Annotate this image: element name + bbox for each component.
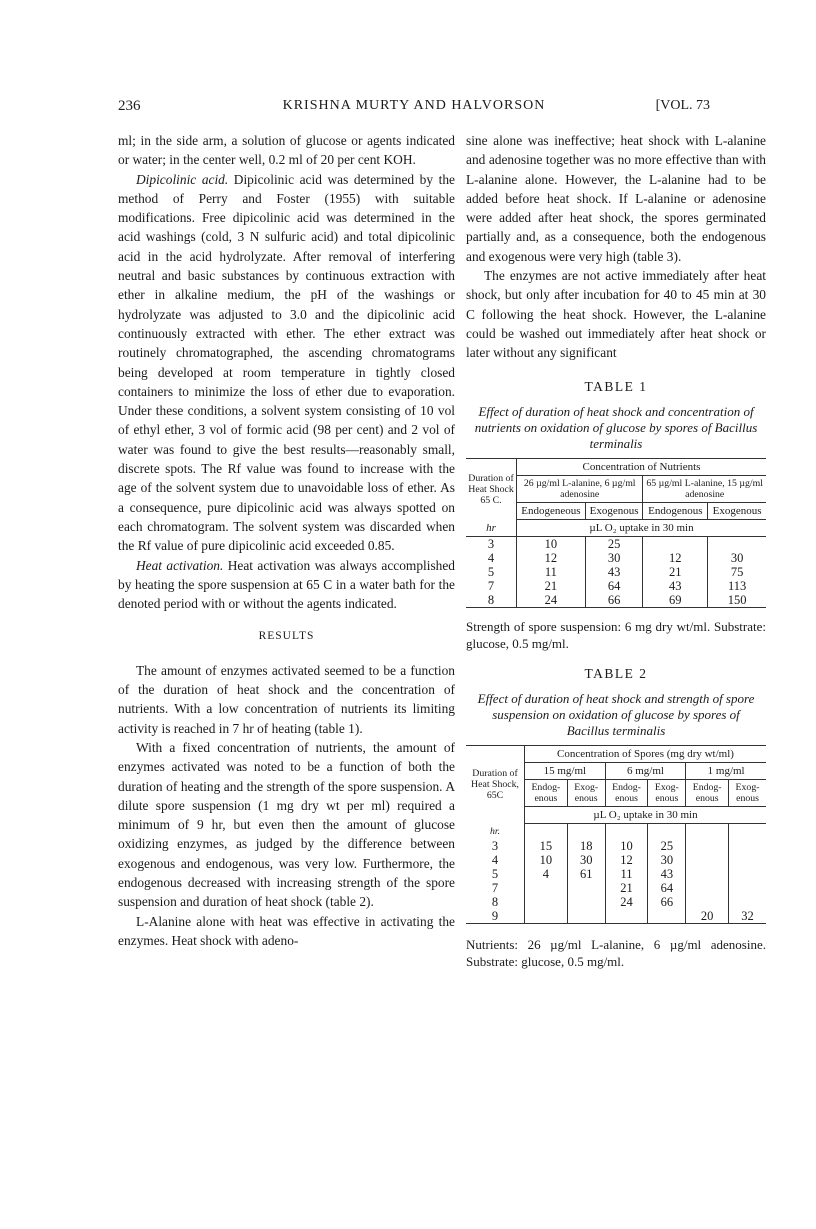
table2-sub-exo: Exog-enous	[648, 780, 686, 807]
table2-label: TABLE 2	[584, 665, 648, 681]
table-cell: 5	[491, 866, 499, 881]
table2-group-1: 1 mg/ml	[686, 763, 766, 780]
dipicolinic-text: Dipicolinic acid was determined by the method of Perry and Foster (1955) with suitable modifications. Free dipicolinic acid was determined in the acid washings (cold, 3 N sulfuric acid) and total dipicolinic acid in the acid hydrolyzate. After removal of interfering neutral and basic substances by continuous extraction with ether in alkaline medium, the pH of the washings or hydrolyzate was adjusted to 3.0 and the dipicolinic acid continuously extracted with ether. The ether extract was routinely chromatographed, the ascending chromatograms being developed at room temperature in tightly closed containers to minimize the loss of ether due to evaporation. Under these conditions, a solvent system consisting of 10 vol of ethyl ether, 3 vol of formic acid (98 per cent) and 2 vol of water was found to give the best results—reasonably small, discrete spots. The Rf value was found to increase with the age of the solvent system due to unavoidable loss of ether. As a consequence, pure dipicolinic acid was always spotted on each chromatogram. The solvent system was discarded when the Rf value of pure dipicolinic acid exceeded 0.85.	[118, 171, 455, 554]
table-cell: 24	[605, 895, 648, 909]
table1-label: TABLE 1	[584, 378, 648, 394]
table-cell: 66	[585, 593, 643, 608]
table-cell: 8	[466, 593, 517, 608]
table-cell	[729, 853, 766, 867]
table-cell	[729, 881, 766, 895]
table-cell: 4	[487, 550, 495, 565]
table-cell: 64	[648, 881, 686, 895]
table1-footnote: Strength of spore suspension: 6 mg dry wt/ml. Substrate: glucose, 0.5 mg/ml.	[466, 618, 766, 651]
table-cell: 30	[585, 551, 643, 565]
table-cell: 21	[605, 881, 648, 895]
paragraph-dipicolinic	[118, 170, 455, 556]
table2-group-15: 15 mg/ml	[525, 763, 606, 780]
table-cell	[567, 909, 605, 924]
table-cell	[686, 881, 729, 895]
table-cell	[605, 909, 648, 924]
table-cell: 64	[585, 579, 643, 593]
table1-sub-b1: Endogenous	[643, 502, 708, 519]
table-cell	[729, 895, 766, 909]
table-cell: 66	[648, 895, 686, 909]
table-cell: 11	[517, 565, 586, 579]
table1-row	[466, 579, 766, 593]
table-cell	[648, 909, 686, 924]
table2	[466, 745, 766, 924]
table-cell: 8	[491, 894, 499, 909]
table1-sub-a2: Exogenous	[585, 502, 643, 519]
table-cell	[729, 839, 766, 853]
table2-row	[466, 867, 766, 881]
running-header	[118, 98, 710, 118]
table-cell	[567, 881, 605, 895]
table2-footnote: Nutrients: 26 µg/ml L-alanine, 6 µg/ml adenosine. Substrate: glucose, 0.5 mg/ml.	[466, 936, 766, 969]
table-cell: 11	[605, 867, 648, 881]
table-cell: 12	[643, 551, 708, 565]
table-cell: 43	[648, 867, 686, 881]
table-cell: 21	[517, 579, 586, 593]
table2-row	[466, 853, 766, 867]
table2-group-header: Concentration of Spores (mg dry wt/ml)	[525, 746, 767, 763]
table-cell: 150	[708, 593, 766, 608]
table-cell: 12	[605, 853, 648, 867]
table-cell	[708, 536, 766, 551]
table2-group-6: 6 mg/ml	[605, 763, 686, 780]
table1-row	[466, 551, 766, 565]
table-cell: 4	[491, 852, 499, 867]
results-heading: RESULTS	[258, 630, 315, 643]
table-cell: 25	[648, 839, 686, 853]
table-cell	[686, 853, 729, 867]
paragraph-results-3	[118, 912, 455, 951]
dipicolinic-heading: Dipicolinic acid.	[136, 171, 229, 187]
paragraph-methods-end: ml; in the side arm, a solution of glucose or agents indicated or water; in the center well, 0.2 ml of 20 per cent KOH.	[118, 133, 455, 168]
table-cell: 5	[487, 564, 495, 579]
table-cell	[643, 536, 708, 551]
table1-unit-label: hr	[466, 519, 517, 536]
table-cell: 75	[708, 565, 766, 579]
table1-row-header: Duration of Heat Shock 65 C.	[466, 458, 517, 519]
l-prefix: L	[136, 913, 145, 929]
table-cell: 3	[491, 838, 499, 853]
table2-unit-label: hr.	[489, 825, 501, 837]
table1-row	[466, 593, 766, 608]
table-cell: 30	[567, 853, 605, 867]
table-cell: 21	[643, 565, 708, 579]
table1	[466, 458, 766, 608]
table1-sub-a1: Endogeneous	[517, 502, 586, 519]
paragraph-heat-activation	[118, 556, 455, 614]
table1-body	[466, 536, 766, 607]
table2-body	[466, 839, 766, 924]
volume-label: [VOL. 73	[655, 98, 710, 113]
table2-row-header: Duration of Heat Shock, 65C	[466, 746, 525, 824]
table-cell	[686, 895, 729, 909]
running-title: KRISHNA MURTY AND HALVORSON	[282, 98, 546, 113]
table2-sub-exo: Exog-enous	[729, 780, 766, 807]
table-cell: 30	[648, 853, 686, 867]
table-cell: 20	[686, 909, 729, 924]
table-cell	[525, 909, 568, 924]
table-cell: 18	[567, 839, 605, 853]
table-cell: 24	[517, 593, 586, 608]
table-cell: 32	[729, 909, 766, 924]
paragraph-results-1: The amount of enzymes activated seemed to be a function of the duration of heat shock and the concentration of nutrients. With a low concentration of nutrients its limiting activity is reached in 7 hr of heating (table 1).	[118, 662, 455, 736]
paragraph-right-1: sine alone was ineffective; heat shock with L-alanine and adenosine together was no more effective than with L-alanine alone. However, the L-alanine had to be added before heat shock. If L-alanine or adenosine were added after heat shock, the spores germinated partially and, as a consequence, both the endogenous and exogenous were very high (table 3).	[466, 133, 766, 264]
right-column	[466, 131, 766, 970]
table1-unit-row: µL O₂ uptake in 30 min	[517, 519, 767, 536]
table-cell: 30	[708, 551, 766, 565]
table1-col-group-a: 26 µg/ml L-alanine, 6 µg/ml adenosine	[517, 475, 643, 502]
table1-row	[466, 536, 766, 551]
table1-sub-b2: Exogenous	[708, 502, 766, 519]
table1-row	[466, 565, 766, 579]
table-cell: 15	[525, 839, 568, 853]
table-cell: 9	[466, 909, 525, 924]
table-cell: 3	[487, 536, 495, 551]
table-cell: 113	[708, 579, 766, 593]
table2-sub-endo: Endog-enous	[525, 780, 568, 807]
table2-row	[466, 881, 766, 895]
table-cell	[686, 839, 729, 853]
left-column	[118, 131, 455, 950]
table-cell	[525, 881, 568, 895]
table-cell	[567, 895, 605, 909]
table-cell: 69	[643, 593, 708, 608]
table-cell: 10	[517, 536, 586, 551]
table1-group-header: Concentration of Nutrients	[517, 458, 767, 475]
paragraph-results-2: With a fixed concentration of nutrients, the amount of enzymes activated was noted to be a function of both the duration of heating and the strength of the spore suspension. A dilute spore suspension (1 mg dry wt per ml) required a minimum of 9 hr, but even then the amount of glucose oxidizing enzymes, as judged by the difference between exogenous and endogenous, was very low. Furthermore, the endogenous decreased with increasing strength of the spore suspension and duration of heat shock (table 2).	[118, 739, 455, 910]
table-cell: 10	[605, 839, 648, 853]
table-cell: 12	[517, 551, 586, 565]
table-cell: 25	[585, 536, 643, 551]
results-3-text: -Alanine alone with heat was effective in activating the enzymes. Heat shock with adeno-	[118, 913, 455, 948]
table2-row	[466, 895, 766, 909]
table-cell: 7	[491, 880, 499, 895]
heat-activation-heading: Heat activation.	[136, 557, 224, 573]
table2-caption: Effect of duration of heat shock and strength of spore suspension on oxidation of glucose by spores of Bacillus terminalis	[477, 691, 755, 739]
table2-unit-row: µL O₂ uptake in 30 min	[525, 807, 767, 824]
table-cell	[686, 867, 729, 881]
table-cell: 7	[487, 578, 495, 593]
paragraph-right-2: The enzymes are not active immediately after heat shock, but only after incubation for 40 to 45 min at 30 C following the heat shock. However, the L-alanine could be washed out immediately after heat shock or later without any significant	[466, 268, 766, 361]
table1-col-group-b: 65 µg/ml L-alanine, 15 µg/ml adenosine	[643, 475, 766, 502]
table-cell: 4	[525, 867, 568, 881]
table2-row	[466, 909, 766, 924]
table-cell: 43	[643, 579, 708, 593]
table2-sub-endo: Endog-enous	[605, 780, 648, 807]
heat-activation-text: Heat activation was always accomplished by heating the spore suspension at 65 C in a water bath for the denoted period with or without the agents indicated.	[118, 557, 455, 612]
table2-row	[466, 839, 766, 853]
table-cell	[525, 895, 568, 909]
table-cell: 10	[525, 853, 568, 867]
table2-sub-exo: Exog-enous	[567, 780, 605, 807]
table-cell: 43	[585, 565, 643, 579]
table-cell	[729, 867, 766, 881]
table1-caption: Effect of duration of heat shock and concentration of nutrients on oxidation of glucose by spores of Bacillus terminalis	[474, 403, 758, 451]
table-cell: 61	[567, 867, 605, 881]
table2-sub-endo: Endog-enous	[686, 780, 729, 807]
page-number: 236	[118, 98, 141, 114]
